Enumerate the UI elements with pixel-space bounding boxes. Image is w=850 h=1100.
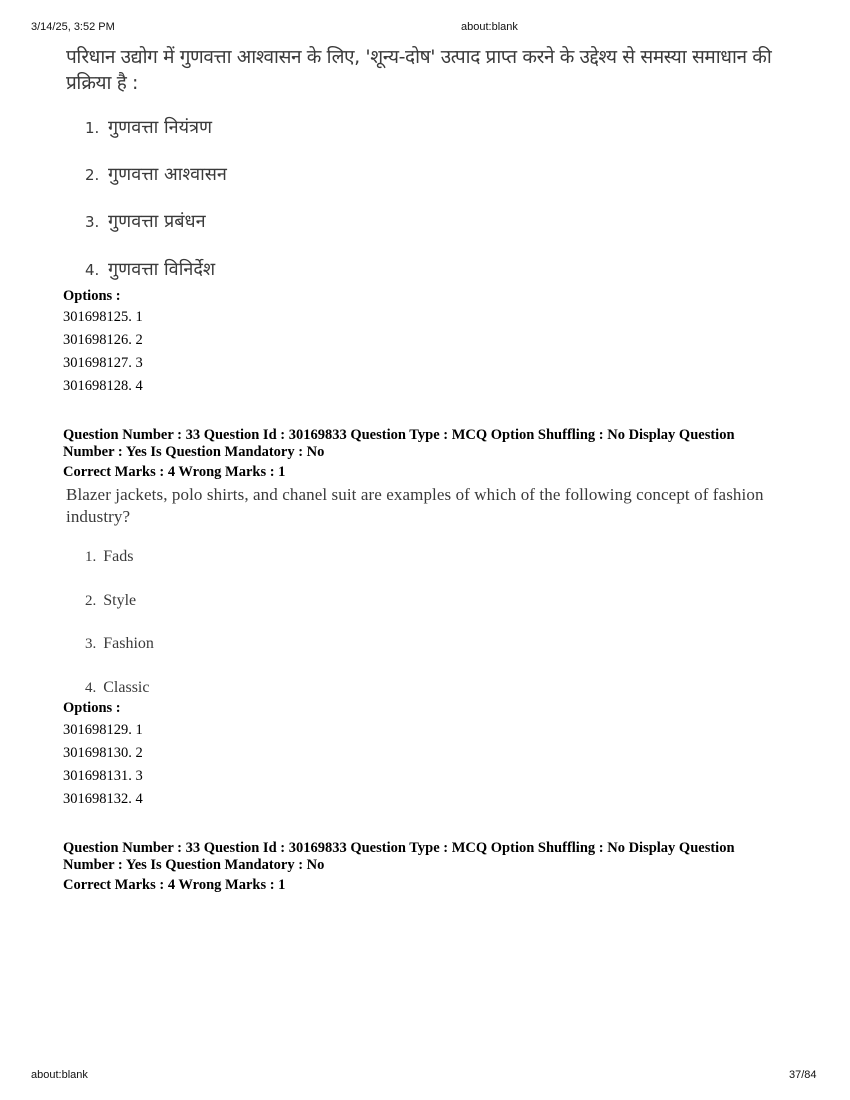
choice-number: 4. [85, 261, 100, 279]
choice-number: 3. [85, 636, 97, 652]
choice-item [85, 209, 206, 233]
option-id: 301698128. 4 [63, 378, 143, 394]
choice-number: 3. [85, 213, 100, 231]
choice-item [85, 257, 215, 281]
choice-item [85, 115, 212, 139]
option-id: 301698131. 3 [63, 768, 143, 784]
print-page-number: 37/84 [789, 1069, 817, 1081]
option-id: 301698127. 3 [63, 355, 143, 371]
option-id: 301698130. 2 [63, 745, 143, 761]
print-title: about:blank [461, 21, 518, 33]
choice-number: 2. [85, 593, 97, 609]
question-stem-hindi: परिधान उद्योग में गुणवत्ता आश्वासन के लिए, 'शून्य-दोष' उत्पाद प्राप्त करने के उद्देश्य से समस्या समाधान की प्रक्रिया है : [66, 46, 772, 94]
question-marks: Correct Marks : 4 Wrong Marks : 1 [63, 877, 286, 893]
choice-text: गुणवत्ता नियंत्रण [108, 117, 213, 138]
question-meta-line2: Number : Yes Is Question Mandatory : No [63, 444, 325, 460]
choice-number: 2. [85, 166, 100, 184]
choice-number: 4. [85, 680, 97, 696]
option-id: 301698129. 1 [63, 722, 143, 738]
question-stem-english: Blazer jackets, polo shirts, and chanel suit are examples of which of the following concept of fashion industry? [66, 485, 764, 526]
choice-number: 1. [85, 549, 97, 565]
choice-text: Fashion [103, 635, 154, 652]
print-timestamp: 3/14/25, 3:52 PM [31, 21, 115, 33]
question-meta-line1: Question Number : 33 Question Id : 30169833 Question Type : MCQ Option Shuffling : No Display Question [63, 427, 735, 443]
option-id: 301698126. 2 [63, 332, 143, 348]
choice-text: Fads [103, 548, 134, 565]
choice-text: Style [103, 592, 137, 609]
question-meta-line1: Question Number : 33 Question Id : 30169833 Question Type : MCQ Option Shuffling : No Display Question [63, 840, 735, 856]
question-meta-line2: Number : Yes Is Question Mandatory : No [63, 857, 325, 873]
question-marks: Correct Marks : 4 Wrong Marks : 1 [63, 464, 286, 480]
choice-item [85, 679, 149, 697]
options-label: Options : [63, 288, 121, 304]
choice-item [85, 635, 154, 653]
choice-text: Classic [103, 679, 150, 696]
print-url: about:blank [31, 1069, 88, 1081]
choice-item [85, 548, 133, 566]
choice-item [85, 592, 136, 610]
options-label: Options : [63, 700, 121, 716]
option-id: 301698125. 1 [63, 309, 143, 325]
option-id: 301698132. 4 [63, 791, 143, 807]
choice-item [85, 162, 227, 186]
choice-text: गुणवत्ता विनिर्देश [108, 259, 216, 280]
choice-number: 1. [85, 119, 100, 137]
choice-text: गुणवत्ता प्रबंधन [108, 211, 206, 232]
choice-text: गुणवत्ता आश्वासन [108, 164, 227, 185]
